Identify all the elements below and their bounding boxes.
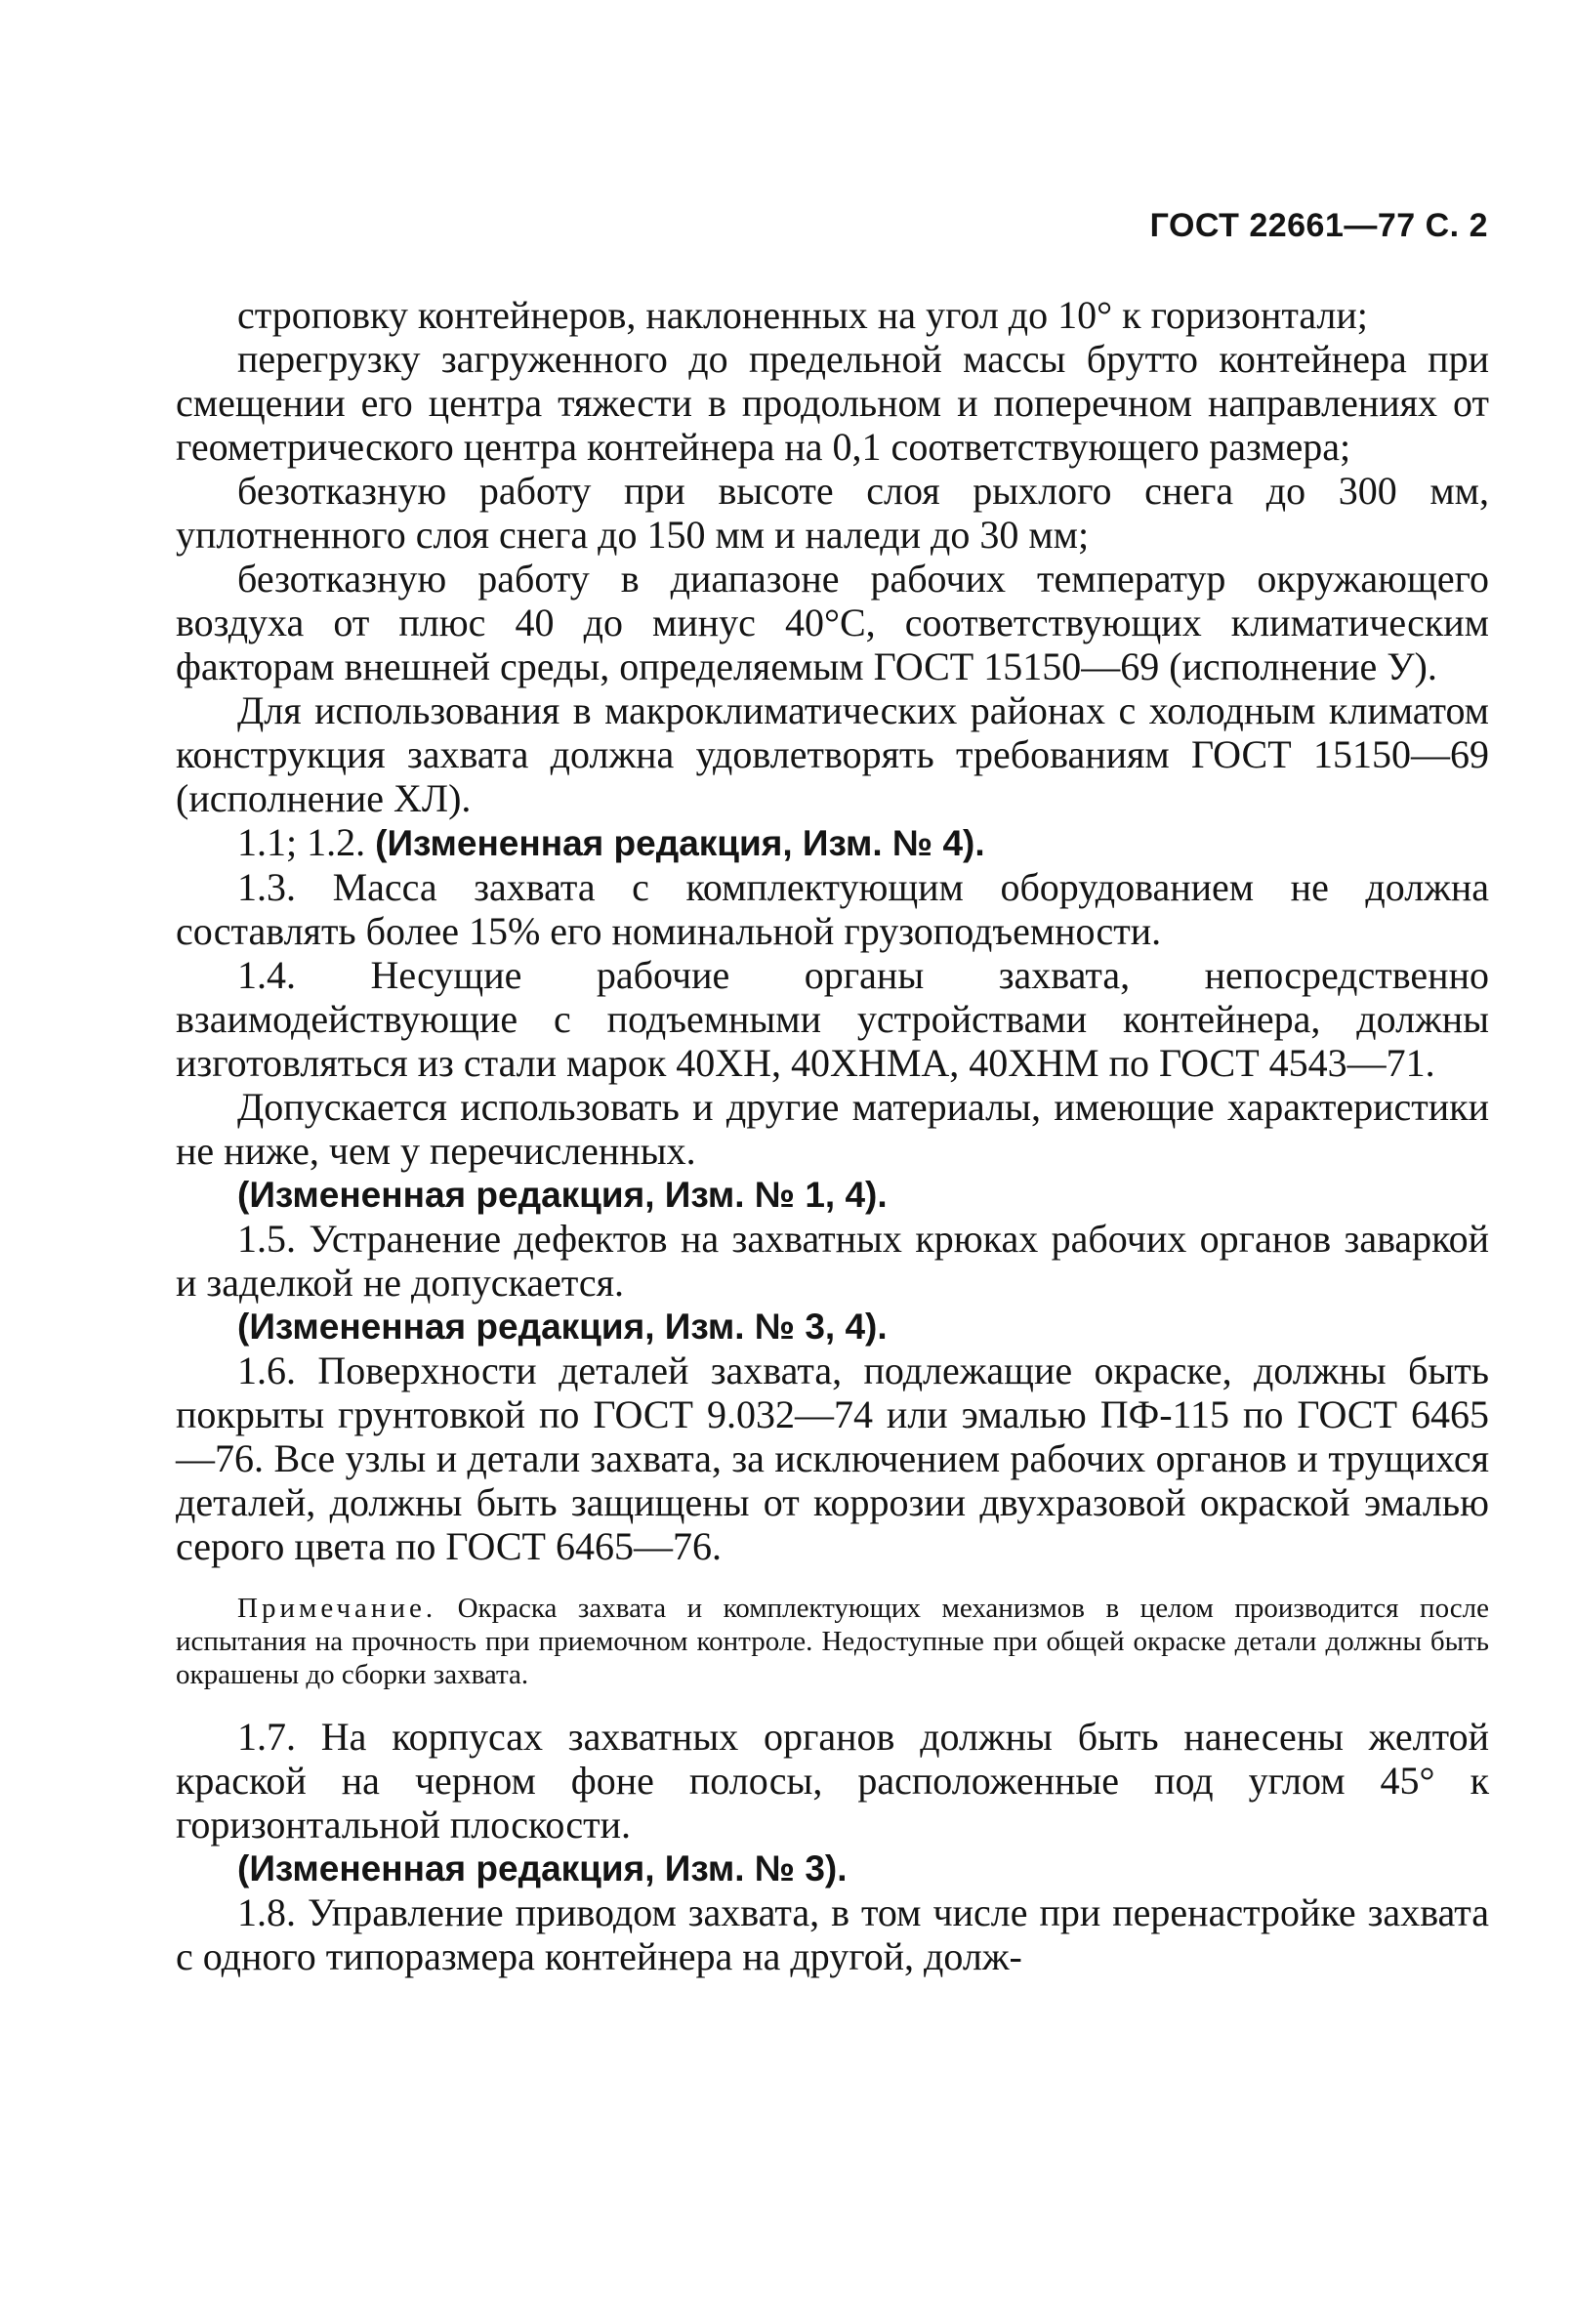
amendment-note: (Измененная редакция, Изм. № 1, 4). xyxy=(237,1175,888,1215)
paragraph: 1.5. Устранение дефектов на захватных крюках рабочих органов заваркой и заделкой не допускается. xyxy=(176,1217,1489,1305)
paragraph: 1.6. Поверхности деталей захвата, подлежащие окраске, должны быть покрыты грунтовкой по ГОСТ 9.032—74 или эмалью ПФ-115 по ГОСТ 6465—76. Все узлы и детали захвата, за исключением рабочих органов и трущихся деталей, должны быть защищены от коррозии двухразовой окраской эмалью серого цвета по ГОСТ 6465—76. xyxy=(176,1349,1489,1568)
paragraph: 1.8. Управление приводом захвата, в том числе при перенастройке захвата с одного типоразмера контейнера на другой, долж- xyxy=(176,1890,1489,1978)
paragraph: строповку контейнеров, наклоненных на угол до 10° к горизонтали; xyxy=(237,293,1368,337)
note-text: Окраска захвата и комплектующих механизмов в целом производится после испытания на прочность при приемочном контроле. Недоступные при общей окраске детали должны быть окрашены до сборки захвата. xyxy=(176,1593,1489,1690)
paragraph: безотказную работу при высоте слоя рыхлого снега до 300 мм, уплотненного слоя снега до 150 мм и наледи до 30 мм; xyxy=(176,469,1489,557)
paragraph: перегрузку загруженного до предельной массы брутто контейнера при смещении его центра тяжести в продольном и поперечном направлениях от геометрического центра контейнера на 0,1 соответствующего размера; xyxy=(176,337,1489,469)
paragraph: безотказную работу в диапазоне рабочих температур окружающего воздуха от плюс 40 до минус 40°С, соответствующих климатическим факторам внешней среды, определяемым ГОСТ 15150—69 (исполнение У). xyxy=(176,557,1489,688)
paragraph xyxy=(176,820,1489,865)
page-header: ГОСТ 22661—77 С. 2 xyxy=(1149,207,1488,244)
paragraph: 1.4. Несущие рабочие органы захвата, непосредственно взаимодействующие с подъемными устройствами контейнера, должны изготовляться из стали марок 40ХН, 40ХНМА, 40ХНМ по ГОСТ 4543—71. xyxy=(176,953,1489,1085)
note-label: Примечание. xyxy=(237,1593,437,1624)
amendment-note: (Измененная редакция, Изм. № 3). xyxy=(237,1848,848,1888)
note xyxy=(176,1592,1489,1691)
clause-numbers: 1.1; 1.2. xyxy=(237,820,376,864)
paragraph: Для использования в макроклиматических районах с холодным климатом конструкция захвата должна удовлетворять требованиям ГОСТ 15150—69 (исполнение ХЛ). xyxy=(176,688,1489,820)
paragraph: 1.3. Масса захвата с комплектующим оборудованием не должна составлять более 15% его номинальной грузоподъемности. xyxy=(176,865,1489,953)
paragraph: 1.7. На корпусах захватных органов должны быть нанесены желтой краской на черном фоне полосы, расположенные под углом 45° к горизонтальной плоскости. xyxy=(176,1715,1489,1847)
document-body xyxy=(176,293,1489,1978)
amendment-note: (Измененная редакция, Изм. № 3, 4). xyxy=(237,1307,888,1347)
amendment-note: (Измененная редакция, Изм. № 4). xyxy=(375,823,985,863)
paragraph: Допускается использовать и другие материалы, имеющие характеристики не ниже, чем у перечисленных. xyxy=(176,1085,1489,1173)
